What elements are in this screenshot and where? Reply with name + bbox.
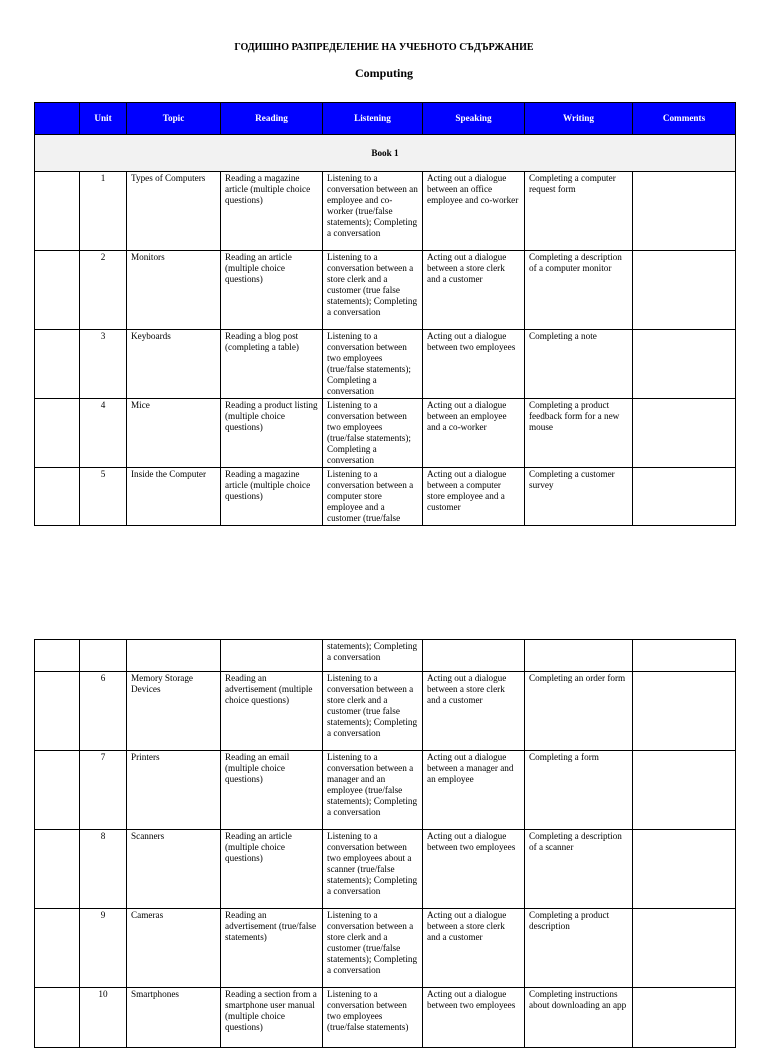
cell-topic [127,640,221,672]
cell-writing: Completing a description of a computer monitor [525,251,633,330]
cell-blank [35,468,80,526]
cell-writing: Completing a customer survey [525,468,633,526]
cell-writing: Completing instructions about downloading an app [525,988,633,1048]
cell-writing: Completing a product description [525,909,633,988]
cell-blank [35,830,80,909]
cell-topic: Smartphones [127,988,221,1048]
cell-listening: Listening to a conversation between an employee and co-worker (true/false statements); Completing a conversation [323,172,423,251]
cell-speaking: Acting out a dialogue between a store clerk and a customer [423,251,525,330]
cell-listening: Listening to a conversation between two employees (true/false statements); Completing a conversation [323,399,423,468]
cell-comments [633,830,736,909]
cell-blank [35,640,80,672]
cell-listening: Listening to a conversation between a manager and an employee (true/false statements); Completing a conversation [323,751,423,830]
cell-topic: Types of Computers [127,172,221,251]
cell-topic: Monitors [127,251,221,330]
cell-writing: Completing a form [525,751,633,830]
cell-comments [633,468,736,526]
cell-reading: Reading an advertisement (true/false statements) [221,909,323,988]
cell-comments [633,640,736,672]
cell-comments [633,672,736,751]
cell-writing: Completing a product feedback form for a new mouse [525,399,633,468]
cell-speaking: Acting out a dialogue between an office employee and co-worker [423,172,525,251]
cell-listening: statements); Completing a conversation [323,640,423,672]
cell-speaking: Acting out a dialogue between a manager and an employee [423,751,525,830]
cell-speaking: Acting out a dialogue between a store clerk and a customer [423,909,525,988]
cell-unit: 1 [80,172,127,251]
book-label: Book 1 [35,135,736,172]
cell-writing: Completing a note [525,330,633,399]
cell-speaking: Acting out a dialogue between a store clerk and a customer [423,672,525,751]
cell-speaking: Acting out a dialogue between a computer store employee and a customer [423,468,525,526]
header-comments: Comments [633,103,736,135]
table-header-row [35,103,736,135]
cell-unit: 8 [80,830,127,909]
cell-reading: Reading an email (multiple choice questions) [221,751,323,830]
header-writing: Writing [525,103,633,135]
cell-listening: Listening to a conversation between two employees about a scanner (true/false statements); Completing a conversation [323,830,423,909]
header-reading: Reading [221,103,323,135]
cell-reading: Reading a blog post (completing a table) [221,330,323,399]
table-row [35,830,736,909]
cell-comments [633,330,736,399]
header-listening: Listening [323,103,423,135]
cell-writing: Completing an order form [525,672,633,751]
cell-reading: Reading a magazine article (multiple choice questions) [221,468,323,526]
cell-unit: 9 [80,909,127,988]
cell-unit: 4 [80,399,127,468]
table-row [35,251,736,330]
cell-unit: 2 [80,251,127,330]
table-row [35,672,736,751]
header-unit: Unit [80,103,127,135]
cell-comments [633,909,736,988]
cell-blank [35,909,80,988]
cell-unit [80,640,127,672]
cell-listening: Listening to a conversation between two employees (true/false statements); Completing a conversation [323,330,423,399]
cell-comments [633,988,736,1048]
cell-blank [35,330,80,399]
cell-reading: Reading an advertisement (multiple choice questions) [221,672,323,751]
curriculum-table-page-2 [34,639,736,1048]
document-title: ГОДИШНО РАЗПРЕДЕЛЕНИЕ НА УЧЕБНОТО СЪДЪРЖАНИЕ [234,42,534,53]
cell-topic: Inside the Computer [127,468,221,526]
cell-listening: Listening to a conversation between a store clerk and a customer (true false statements); Completing a conversation [323,251,423,330]
cell-unit: 3 [80,330,127,399]
document-subject: Computing [354,66,413,80]
cell-speaking: Acting out a dialogue between an employee and a co-worker [423,399,525,468]
cell-reading: Reading an article (multiple choice questions) [221,830,323,909]
cell-comments [633,251,736,330]
cell-reading [221,640,323,672]
cell-comments [633,399,736,468]
cell-unit: 6 [80,672,127,751]
cell-blank [35,751,80,830]
cell-speaking [423,640,525,672]
cell-writing [525,640,633,672]
cell-blank [35,399,80,468]
cell-topic: Printers [127,751,221,830]
table-row [35,988,736,1048]
curriculum-table-page-1 [34,102,736,526]
cell-writing: Completing a description of a scanner [525,830,633,909]
table-row [35,172,736,251]
cell-topic: Mice [127,399,221,468]
cell-blank [35,172,80,251]
cell-reading: Reading a section from a smartphone user manual (multiple choice questions) [221,988,323,1048]
table-row [35,909,736,988]
cell-blank [35,988,80,1048]
cell-reading: Reading a magazine article (multiple choice questions) [221,172,323,251]
cell-unit: 10 [80,988,127,1048]
cell-topic: Cameras [127,909,221,988]
cell-blank [35,251,80,330]
cell-speaking: Acting out a dialogue between two employees [423,988,525,1048]
cell-listening: Listening to a conversation between two employees (true/false statements) [323,988,423,1048]
cell-reading: Reading a product listing (multiple choice questions) [221,399,323,468]
book-row [35,135,736,172]
table-row [35,330,736,399]
cell-topic: Keyboards [127,330,221,399]
cell-listening: Listening to a conversation between a computer store employee and a customer (true/false [323,468,423,526]
table-row [35,399,736,468]
table-row [35,751,736,830]
cell-speaking: Acting out a dialogue between two employees [423,830,525,909]
cell-topic: Scanners [127,830,221,909]
cell-reading: Reading an article (multiple choice questions) [221,251,323,330]
cell-unit: 7 [80,751,127,830]
cell-unit: 5 [80,468,127,526]
continuation-row [35,640,736,672]
table-row [35,468,736,526]
header-blank [35,103,80,135]
cell-speaking: Acting out a dialogue between two employees [423,330,525,399]
header-topic: Topic [127,103,221,135]
cell-writing: Completing a computer request form [525,172,633,251]
cell-comments [633,172,736,251]
cell-blank [35,672,80,751]
header-speaking: Speaking [423,103,525,135]
cell-listening: Listening to a conversation between a store clerk and a customer (true/false statements); Completing a conversation [323,909,423,988]
cell-comments [633,751,736,830]
cell-topic: Memory Storage Devices [127,672,221,751]
cell-listening: Listening to a conversation between a store clerk and a customer (true false statements); Completing a conversation [323,672,423,751]
